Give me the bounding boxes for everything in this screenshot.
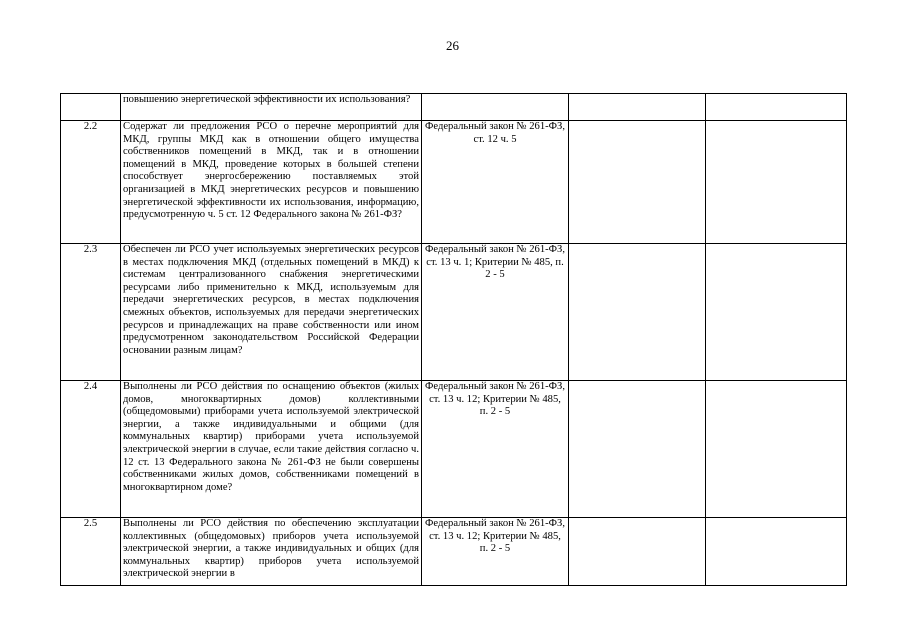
table-row xyxy=(61,381,847,518)
row-answer-a xyxy=(569,94,706,121)
row-answer-b xyxy=(706,381,847,518)
row-question: Выполнены ли РСО действия по обеспечению эксплуатации коллективных (общедомовых) приборов учета используемой электрической энергии, а также индивидуальных и общих (для коммунальных квартир) приборов учета используемой электрической энергии в xyxy=(121,518,422,586)
row-number xyxy=(61,94,121,121)
row-reference xyxy=(422,94,569,121)
row-answer-a xyxy=(569,244,706,381)
row-reference: Федеральный закон № 261-ФЗ, ст. 12 ч. 5 xyxy=(422,121,569,244)
row-answer-b xyxy=(706,121,847,244)
row-question: Обеспечен ли РСО учет используемых энергетических ресурсов в местах подключения МКД (отдельных помещений в МКД) к системам централизованного снабжения энергетическими ресурсами либо применительно к МКД, используемым для передачи энергетических ресурсов, в местах подключения смежных объектов, используемых для передачи энергетических ресурсов и принадлежащих на праве собственности или ином предусмотренном законодательством Российской Федерации основании разным лицам? xyxy=(121,244,422,381)
row-answer-a xyxy=(569,121,706,244)
table-row xyxy=(61,121,847,244)
row-question: повышению энергетической эффективности их использования? xyxy=(121,94,422,121)
row-question: Содержат ли предложения РСО о перечне мероприятий для МКД, группы МКД как в отношении общего имущества собственников помещений в МКД, так и в отношении помещений в МКД, проведение которых в большей степени способствует энергосбережению поставляемых этой организацией в МКД энергетических ресурсов и повышению энергетической эффективности их использования, информацию, предусмотренную ч. 5 ст. 12 Федерального закона № 261-ФЗ? xyxy=(121,121,422,244)
row-reference: Федеральный закон № 261-ФЗ, ст. 13 ч. 12; Критерии № 485, п. 2 - 5 xyxy=(422,381,569,518)
row-reference: Федеральный закон № 261-ФЗ, ст. 13 ч. 12; Критерии № 485, п. 2 - 5 xyxy=(422,518,569,586)
row-answer-b xyxy=(706,244,847,381)
row-number: 2.2 xyxy=(61,121,121,244)
row-number: 2.4 xyxy=(61,381,121,518)
table-row xyxy=(61,244,847,381)
row-question: Выполнены ли РСО действия по оснащению объектов (жилых домов, многоквартирных домов) коллективными (общедомовыми) приборами учета используемой электрической энергии, а также индивидуальными и общими (для коммунальных квартир) приборами учета используемой электрической энергии в случае, если такие действия согласно ч. 12 ст. 13 Федерального закона № 261-ФЗ не были совершены собственниками жилых домов, собственниками помещений в многоквартирном доме? xyxy=(121,381,422,518)
row-answer-a xyxy=(569,518,706,586)
page-number: 26 xyxy=(446,38,459,53)
checklist-table xyxy=(60,93,847,586)
table-row xyxy=(61,518,847,586)
row-reference: Федеральный закон № 261-ФЗ, ст. 13 ч. 1; Критерии № 485, п. 2 - 5 xyxy=(422,244,569,381)
table-row xyxy=(61,94,847,121)
row-number: 2.3 xyxy=(61,244,121,381)
row-number: 2.5 xyxy=(61,518,121,586)
row-answer-a xyxy=(569,381,706,518)
row-answer-b xyxy=(706,94,847,121)
row-answer-b xyxy=(706,518,847,586)
